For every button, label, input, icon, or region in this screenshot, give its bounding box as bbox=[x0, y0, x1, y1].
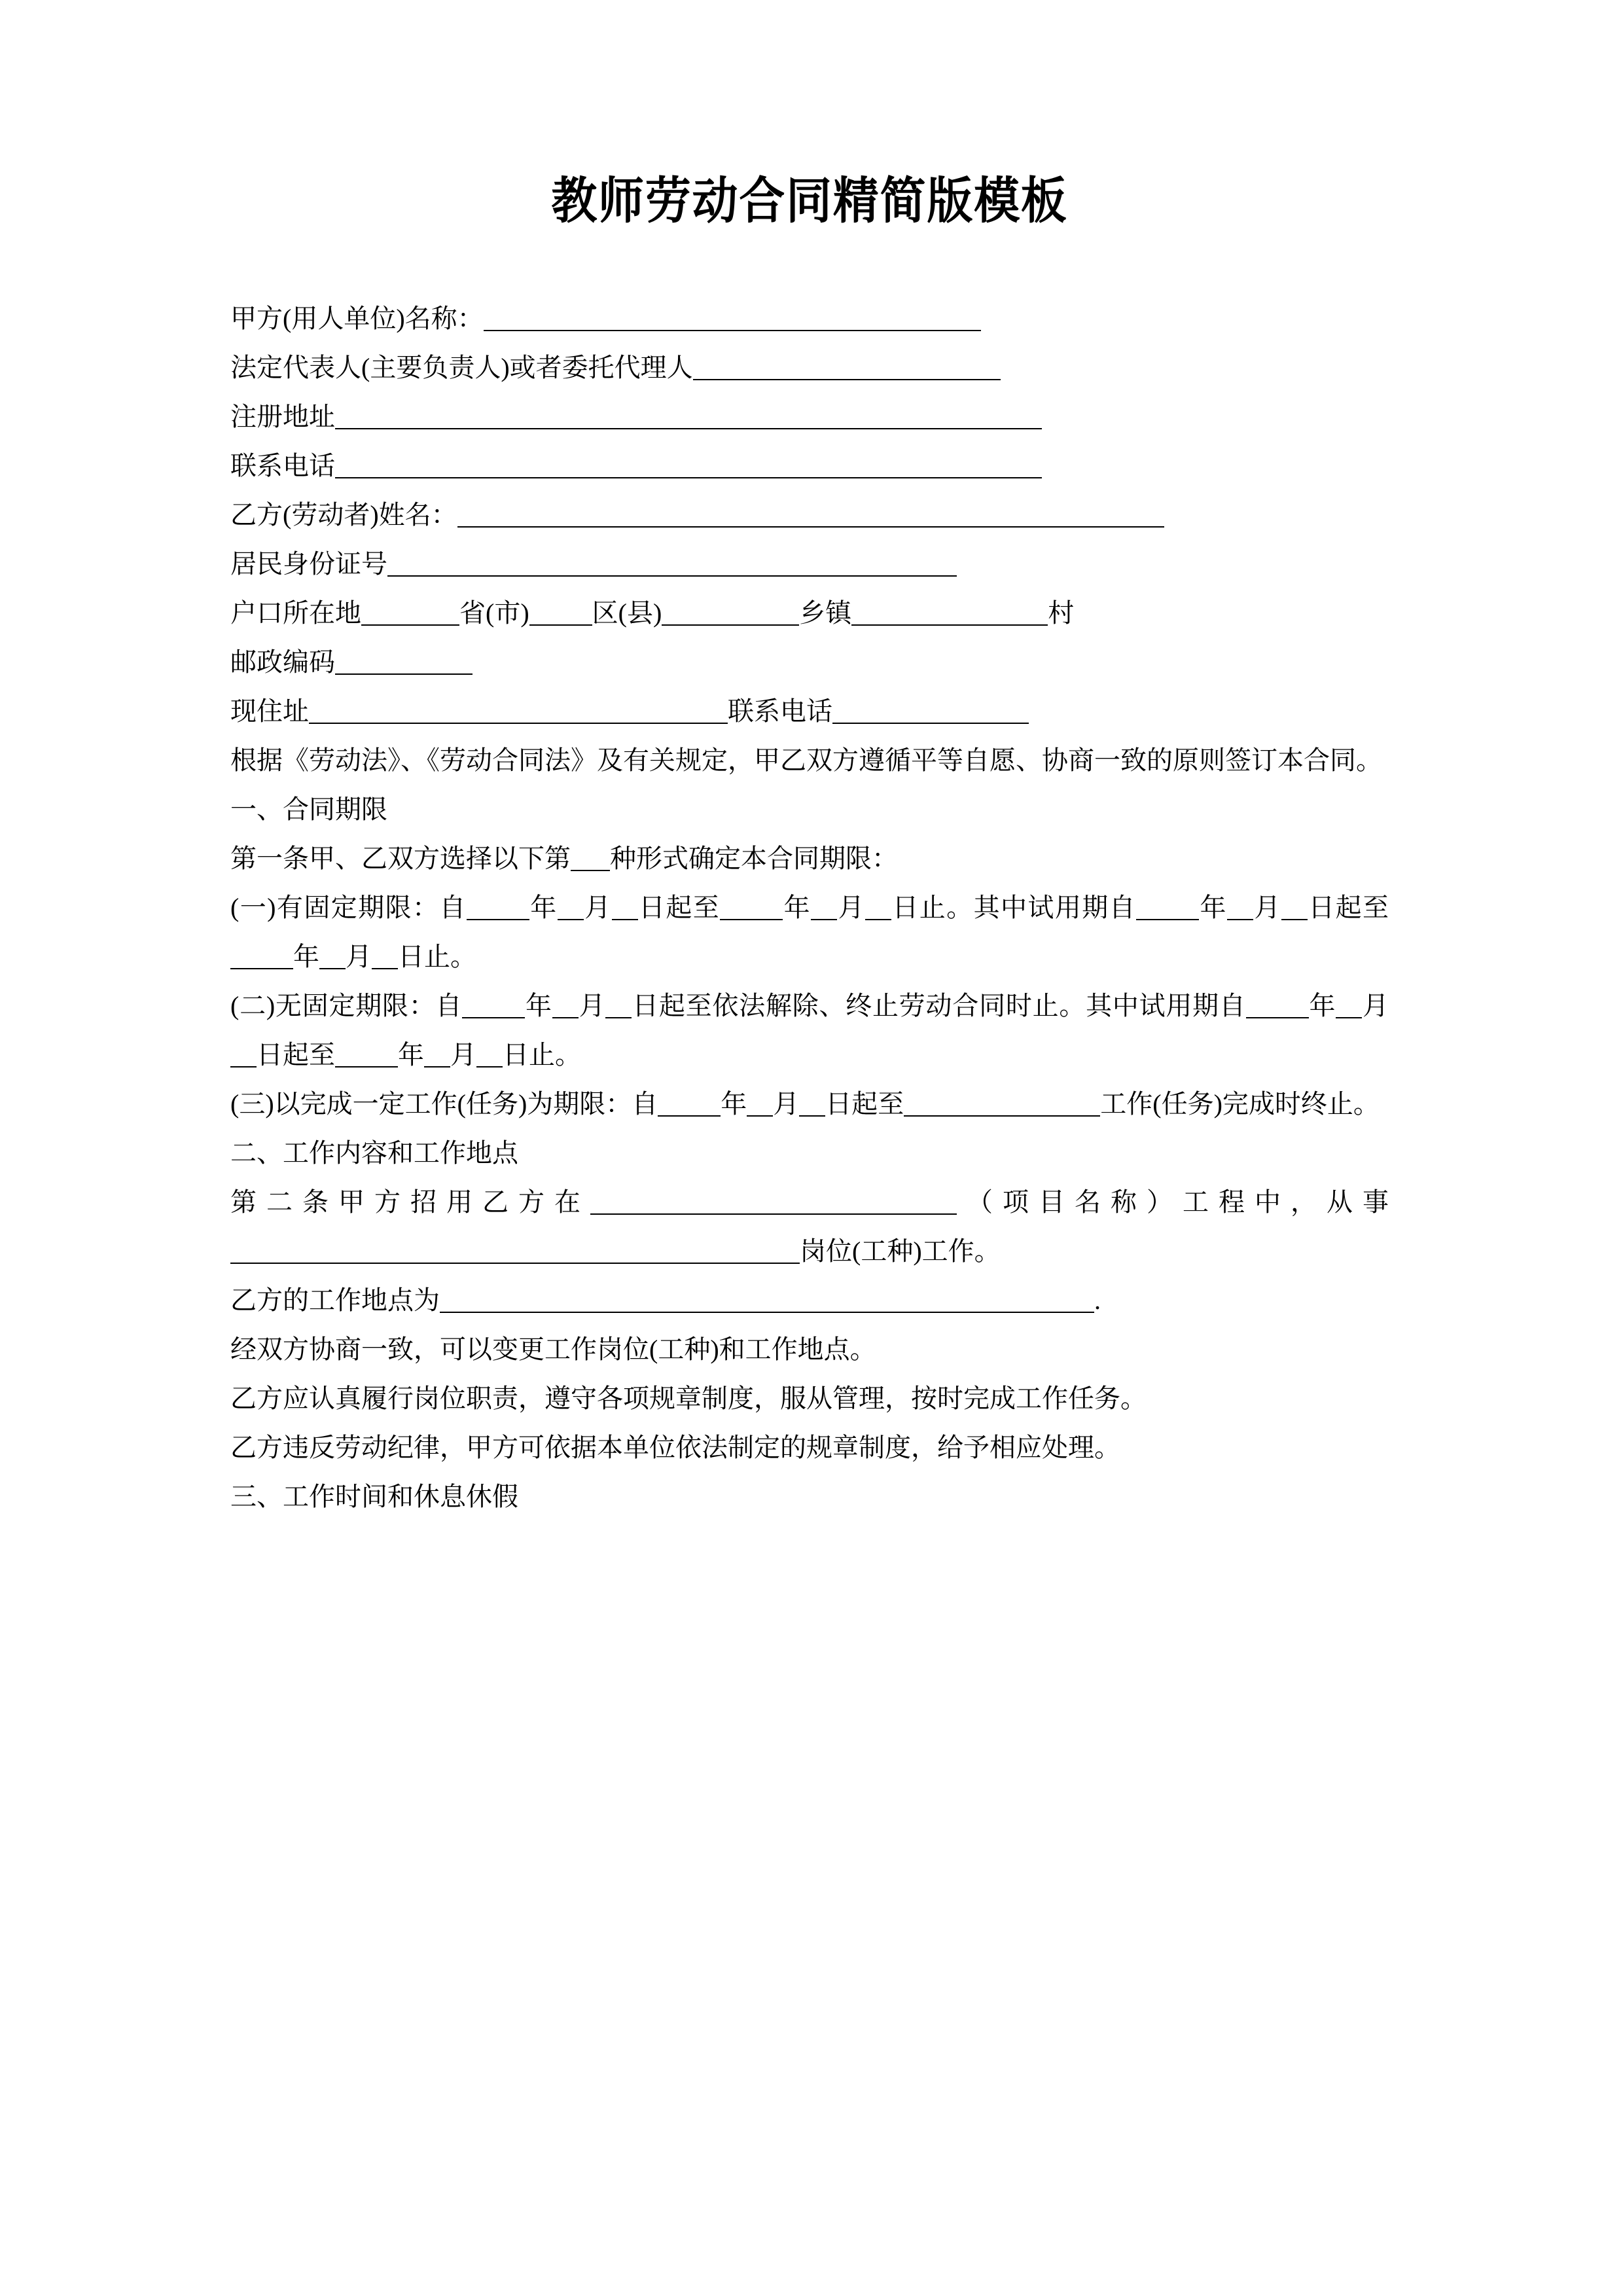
party-b-current-address-line bbox=[230, 687, 1389, 736]
term-open-line bbox=[230, 981, 1389, 1079]
section-heading-2: 二、工作内容和工作地点 bbox=[230, 1138, 518, 1168]
term-task-line bbox=[230, 1079, 1389, 1128]
term-open-day: 日起至依法解除、终止劳动合同时止。其中试用期自 bbox=[632, 991, 1246, 1021]
term-task-day: 日起至 bbox=[825, 1089, 904, 1119]
term-open-month2: 月 bbox=[1362, 991, 1389, 1021]
party-a-legal-rep-line bbox=[230, 343, 1389, 392]
party-b-household-line bbox=[230, 588, 1389, 637]
term-open-month-blank[interactable] bbox=[552, 997, 579, 1018]
term-open-month3-blank[interactable] bbox=[424, 1047, 450, 1067]
household-town-blank[interactable] bbox=[662, 605, 799, 626]
work-location-tail: . bbox=[1094, 1285, 1101, 1316]
term-open-year-blank[interactable] bbox=[462, 997, 525, 1018]
party-a-name-blank[interactable] bbox=[484, 310, 981, 331]
term-fixed-day2: 日止。其中试用期自 bbox=[891, 893, 1137, 923]
postcode-blank[interactable] bbox=[335, 654, 473, 675]
party-b-name-blank[interactable] bbox=[457, 507, 1164, 528]
article-1-choice-blank[interactable] bbox=[571, 850, 610, 871]
party-a-name-label: 甲方(用人单位)名称： bbox=[230, 304, 484, 334]
current-address-label: 现住址 bbox=[230, 696, 309, 726]
term-open-year: 年 bbox=[525, 991, 552, 1021]
term-fixed-day3-blank[interactable] bbox=[1281, 899, 1308, 920]
party-a-name-line bbox=[230, 294, 1389, 343]
article-1-tail: 种形式确定本合同期限： bbox=[610, 844, 898, 874]
term-fixed-seg1: ：自 bbox=[412, 893, 467, 923]
term-open-year3: 年 bbox=[398, 1040, 424, 1070]
term-open-seg1: ：自 bbox=[408, 991, 463, 1021]
term-fixed-line bbox=[230, 883, 1389, 981]
current-address-blank[interactable] bbox=[309, 703, 728, 724]
term-fixed-day2-blank[interactable] bbox=[865, 899, 891, 920]
term-fixed-year4-blank[interactable] bbox=[230, 948, 293, 969]
preamble-paragraph: 根据《劳动法》、《劳动合同法》及有关规定，甲乙双方遵循平等自愿、协商一致的原则签订本合同。 bbox=[230, 745, 1382, 776]
party-a-address-blank[interactable] bbox=[335, 408, 1042, 429]
article-1-line bbox=[230, 834, 1389, 883]
term-fixed-month-blank[interactable] bbox=[558, 899, 584, 920]
term-fixed-year-blank[interactable] bbox=[467, 899, 529, 920]
term-open-year2: 年 bbox=[1308, 991, 1336, 1021]
term-open-day-blank[interactable] bbox=[605, 997, 632, 1018]
term-fixed-day-blank[interactable] bbox=[612, 899, 638, 920]
household-village-blank[interactable] bbox=[851, 605, 1048, 626]
household-village-label: 村 bbox=[1048, 598, 1075, 628]
term-task-target-blank[interactable] bbox=[904, 1096, 1100, 1117]
term-fixed-month2-blank[interactable] bbox=[811, 899, 837, 920]
page-title: 教师劳动合同精简版模板 bbox=[551, 173, 1068, 229]
term-task-month: 月 bbox=[773, 1089, 800, 1119]
contact-phone-label: 联系电话 bbox=[728, 696, 832, 726]
term-fixed-year2: 年 bbox=[783, 893, 812, 923]
term-open-day2-blank[interactable] bbox=[230, 1047, 257, 1067]
term-fixed-year4: 年 bbox=[293, 942, 319, 972]
term-fixed-month: 月 bbox=[583, 893, 612, 923]
section-heading-3: 三、工作时间和休息休假 bbox=[230, 1482, 518, 1512]
article-1-lead: 第一条甲、乙双方选择以下第 bbox=[230, 844, 571, 874]
term-open-day3: 日止。 bbox=[503, 1040, 581, 1070]
term-task-month-blank[interactable] bbox=[747, 1096, 773, 1117]
party-a-legal-rep-label: 法定代表人(主要负责人)或者委托代理人 bbox=[230, 353, 693, 383]
household-town-label: 乡镇 bbox=[799, 598, 852, 628]
article-2-mid: （项目名称）工程中，从事 bbox=[957, 1187, 1389, 1217]
term-fixed-day4: 日止。 bbox=[398, 942, 476, 972]
term-task-tail: 工作(任务)完成时终止。 bbox=[1100, 1089, 1380, 1119]
party-b-postcode-line bbox=[230, 637, 1389, 687]
term-fixed-day4-blank[interactable] bbox=[372, 948, 398, 969]
party-b-id-blank[interactable] bbox=[387, 556, 957, 577]
party-a-phone-line bbox=[230, 441, 1389, 490]
term-fixed-year3-blank[interactable] bbox=[1136, 899, 1199, 920]
article-2-post-blank[interactable] bbox=[230, 1243, 800, 1264]
term-fixed-month3-blank[interactable] bbox=[1227, 899, 1253, 920]
household-province-label: 省(市) bbox=[459, 598, 529, 628]
term-open-month2-blank[interactable] bbox=[1336, 997, 1362, 1018]
duty-line: 乙方应认真履行岗位职责，遵守各项规章制度，服从管理，按时完成工作任务。 bbox=[230, 1384, 1147, 1414]
term-fixed-year2-blank[interactable] bbox=[720, 899, 783, 920]
term-fixed-label: (一)有固定期限 bbox=[230, 893, 412, 923]
work-location-lead: 乙方的工作地点为 bbox=[230, 1285, 440, 1316]
work-location-blank[interactable] bbox=[440, 1292, 1094, 1313]
document-content bbox=[230, 0, 1389, 1521]
household-label: 户口所在地 bbox=[230, 598, 361, 628]
contact-phone-blank[interactable] bbox=[832, 703, 1029, 724]
change-by-agreement-line: 经双方协商一致，可以变更工作岗位(工种)和工作地点。 bbox=[230, 1335, 876, 1365]
term-open-month: 月 bbox=[578, 991, 606, 1021]
document-body bbox=[230, 294, 1389, 1521]
article-2-line bbox=[230, 1177, 1389, 1276]
term-task-year-blank[interactable] bbox=[658, 1096, 721, 1117]
household-district-label: 区(县) bbox=[592, 598, 662, 628]
section-heading-1: 一、合同期限 bbox=[230, 795, 387, 825]
term-open-month3: 月 bbox=[450, 1040, 476, 1070]
term-task-label: (三)以完成一定工作(任务)为期限 bbox=[230, 1089, 606, 1119]
term-open-year3-blank[interactable] bbox=[335, 1047, 398, 1067]
term-fixed-day: 日起至 bbox=[637, 893, 721, 923]
term-fixed-month3: 月 bbox=[1253, 893, 1281, 923]
term-open-day2: 日起至 bbox=[257, 1040, 335, 1070]
work-location-line bbox=[230, 1276, 1389, 1325]
term-task-seg1: ：自 bbox=[605, 1089, 658, 1119]
term-fixed-year: 年 bbox=[529, 893, 558, 923]
term-fixed-day3: 日起至 bbox=[1307, 893, 1389, 923]
party-b-id-label: 居民身份证号 bbox=[230, 549, 387, 579]
discipline-line: 乙方违反劳动纪律，甲方可依据本单位依法制定的规章制度，给予相应处理。 bbox=[230, 1433, 1120, 1463]
party-b-id-line bbox=[230, 539, 1389, 588]
term-open-day3-blank[interactable] bbox=[476, 1047, 503, 1067]
term-fixed-year3: 年 bbox=[1199, 893, 1227, 923]
term-task-year: 年 bbox=[721, 1089, 747, 1119]
party-a-phone-blank[interactable] bbox=[335, 457, 1042, 478]
term-open-year2-blank[interactable] bbox=[1246, 997, 1309, 1018]
party-b-name-line bbox=[230, 490, 1389, 539]
party-a-address-label: 注册地址 bbox=[230, 402, 335, 432]
term-open-label: (二)无固定期限 bbox=[230, 991, 409, 1021]
term-fixed-month2: 月 bbox=[837, 893, 865, 923]
postcode-label: 邮政编码 bbox=[230, 647, 335, 677]
party-b-name-label: 乙方(劳动者)姓名： bbox=[230, 500, 457, 530]
party-a-address-line bbox=[230, 392, 1389, 441]
term-fixed-month4-blank[interactable] bbox=[319, 948, 346, 969]
article-2-tail: 岗位(工种)工作。 bbox=[800, 1236, 1001, 1266]
article-2-lead: 第二条甲方招用乙方在 bbox=[230, 1187, 590, 1217]
article-2-project-blank[interactable] bbox=[590, 1194, 957, 1215]
party-a-phone-label: 联系电话 bbox=[230, 451, 335, 481]
term-task-day-blank[interactable] bbox=[799, 1096, 825, 1117]
household-district-blank[interactable] bbox=[529, 605, 592, 626]
term-fixed-month4: 月 bbox=[346, 942, 372, 972]
party-a-legal-rep-blank[interactable] bbox=[693, 359, 1001, 380]
household-province-blank[interactable] bbox=[361, 605, 459, 626]
